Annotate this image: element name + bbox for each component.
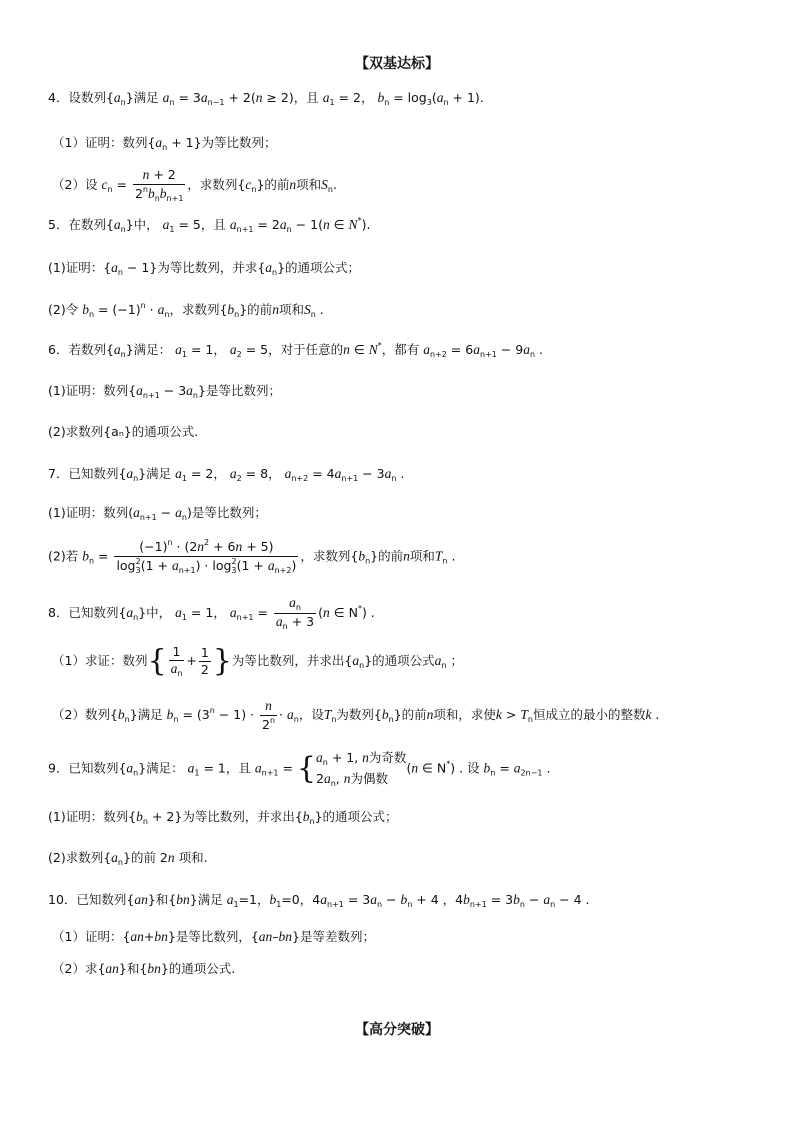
- question-6-part-1: (1)证明：数列$\{a_{n+1} - 3a_n\}$是等比数列；: [48, 383, 281, 400]
- question-number: 9．: [48, 760, 69, 776]
- section-title-high-score: 【高分突破】: [355, 1022, 439, 1038]
- question-number: 8．: [48, 605, 69, 620]
- question-4-part-2: （2）设 $c_n$ = $\frac{n + 2}{2^nb_nb_{n+1}}$ ，求数列$\{c_n\}$的前n项和$S_n$.: [52, 167, 337, 203]
- question-10-part-2: （2）求{an}和{bn}的通项公式.: [52, 961, 236, 976]
- question-number: 10．: [48, 892, 77, 907]
- question-5-part-1: (1)证明：$\{a_n - 1\}$为等比数列，并求$\{a_n\}$的通项公式；: [48, 260, 361, 277]
- question-9-part-1: (1)证明：数列$\{b_n + 2\}$为等比数列，并求出$\{b_n\}$的通项公式；: [48, 809, 398, 826]
- section-title-double-base: 【双基达标】: [355, 56, 439, 72]
- question-number: 6．: [48, 342, 69, 357]
- question-8-part-1: （1）求证：数列{ $\frac{1}{a_n}$ + $\frac{1}{2}$ }为等比数列，并求出$\{a_n\}$的通项公式$a_n$ ；: [52, 643, 463, 679]
- fraction: $\frac{(-1)^n \cdot (2n^2 + 6n + 5)}{\log_3^2(1 + a_{n+1}) \cdot \log_3^2(1 + a_{n+2})}$: [116, 538, 297, 575]
- question-9: 9．已知数列$\{a_n\}$满足： $a_1 = 1$，且 $a_{n+1}$ = { $a_n + 1$, n为奇数 $2a_n$, n为偶数 (n ∈ N*) . 设 $b_n = a_{2n-1}$ .: [48, 750, 551, 788]
- question-8: 8．已知数列$\{a_n\}$中， $a_1 = 1$， $a_{n+1}$ = $\frac{a_n}{a_n + 3}$ (n ∈ N*) .: [48, 595, 375, 631]
- question-number: 4．: [48, 90, 69, 105]
- question-6: 6．若数列$\{a_n\}$满足： $a_1 = 1$， $a_2 = 5$，对于任意的n ∈ N*，都有 $a_{n+2} = 6a_{n+1} - 9a_n$ .: [48, 341, 543, 359]
- question-4-part-1: （1）证明：数列$\{a_n + 1\}$为等比数列；: [52, 135, 277, 152]
- question-5-part-2: (2)令 $b_n = (-1)^n \cdot a_n$，求数列$\{b_n\}$的前n项和$S_n$ .: [48, 301, 324, 319]
- question-number: 7．: [48, 466, 69, 481]
- question-5: 5．在数列$\{a_n\}$中， $a_1 = 5$，且 $a_{n+1} = 2a_n - 1(n$ ∈ N*).: [48, 216, 371, 234]
- piecewise-cases: $a_n + 1$, n为奇数 $2a_n$, n为偶数: [316, 750, 407, 788]
- question-6-part-2: (2)求数列{aₙ}的通项公式.: [48, 424, 199, 439]
- fraction: $\frac{n + 2}{2^nb_nb_{n+1}}$: [134, 167, 184, 203]
- question-7: 7．已知数列$\{a_n\}$满足 $a_1 = 2$， $a_2 = 8$， $a_{n+2} = 4a_{n+1} - 3a_n$ .: [48, 466, 405, 483]
- fraction: $\frac{a_n}{a_n + 3}$: [275, 595, 315, 631]
- fraction: $\frac{n}{2^n}$: [262, 698, 276, 732]
- question-7-part-2: (2)若 $b_n$ = $\frac{(-1)^n \cdot (2n^2 + 6n + 5)}{\log_3^2(1 + a_{n+1}) \cdot \log_3^2(1 + a_{n+2})}$ ，求数列$\{b_n\}$的前n项和$T_n$ .: [48, 538, 456, 575]
- question-7-part-1: (1)证明：数列$(a_{n+1} - a_n)$是等比数列；: [48, 505, 267, 522]
- question-10: 10．已知数列{an}和{bn}满足 $a_1=1$，$b_1=0$，$4a_{n+1} = 3a_n - b_n + 4$ ，$4b_{n+1} = 3b_n - a_n - 4$ .: [48, 892, 590, 909]
- fraction: $\frac{1}{2}$: [200, 645, 209, 677]
- question-9-part-2: (2)求数列$\{a_n\}$的前 2n 项和.: [48, 850, 208, 867]
- question-8-part-2: （2）数列$\{b_n\}$满足 $b_n = (3^n - 1)$ · $\frac{n}{2^n}$ · $a_n$，设$T_n$为数列$\{b_n\}$的前n项和，求使$k > T_n$恒成立的最小的整数k .: [52, 698, 660, 732]
- question-4: 4．设数列$\{a_n\}$满足 $a_n = 3a_{n-1} + 2(n \ge 2)$，且 $a_1 = 2$， $b_n = \log_3(a_n + 1)$.: [48, 90, 484, 107]
- fraction: $\frac{1}{a_n}$: [170, 644, 183, 678]
- question-number: 5．: [48, 217, 69, 232]
- question-10-part-1: （1）证明：{an+bn}是等比数列，{an–bn}是等差数列；: [52, 929, 376, 944]
